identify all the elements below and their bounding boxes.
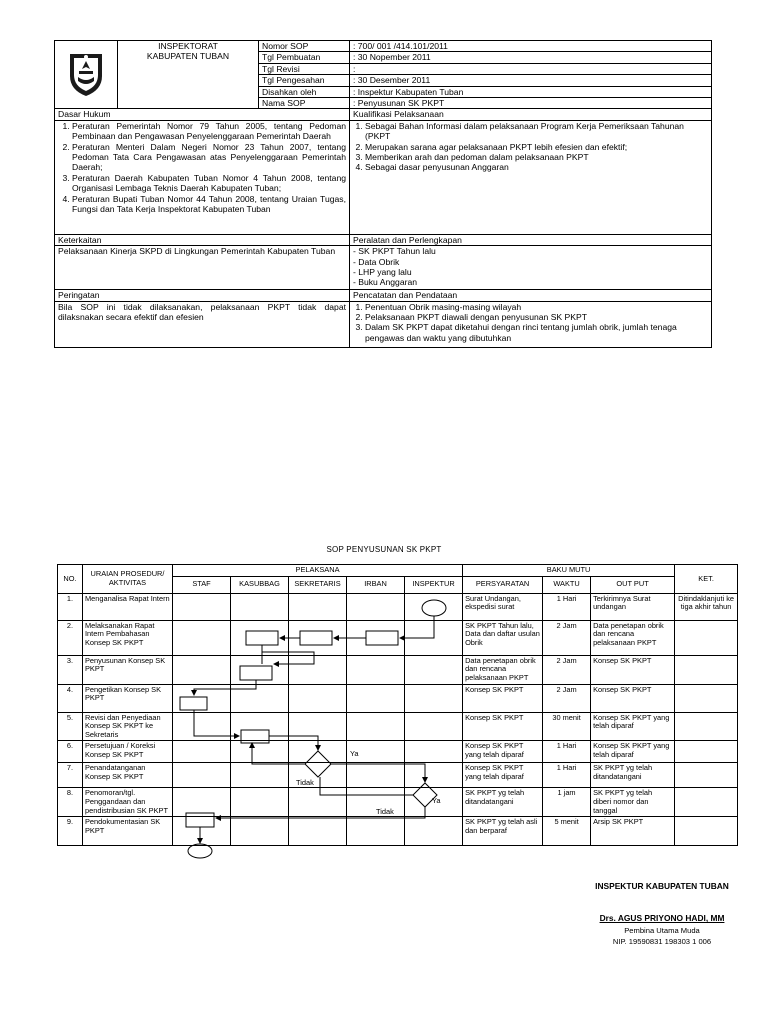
row-output: Konsep SK PKPT — [591, 684, 675, 712]
lane-cell — [405, 593, 463, 620]
lane-cell — [405, 817, 463, 846]
lane-cell — [405, 655, 463, 684]
peringatan-title: Peringatan — [55, 290, 350, 301]
row-uraian: Pendokumentasian SK PKPT — [83, 817, 173, 846]
row-uraian: Persetujuan / Koreksi Konsep SK PKPT — [83, 741, 173, 763]
lane-cell — [289, 620, 347, 655]
lane-cell — [347, 817, 405, 846]
list-item: - LHP yang lalu — [353, 267, 708, 277]
table-row — [58, 817, 738, 846]
lane-cell — [347, 741, 405, 763]
lane-cell — [289, 684, 347, 712]
lane-cell — [405, 763, 463, 788]
lane-cell — [405, 684, 463, 712]
list-item: 1. Penentuan Obrik masing-masing wilayah — [365, 302, 708, 312]
lane-cell — [173, 620, 231, 655]
row-uraian: Menganalisa Rapat Intern — [83, 593, 173, 620]
institution-line-1: INSPEKTORAT — [158, 41, 218, 51]
lane-cell — [289, 788, 347, 817]
row-uraian: Penandatanganan Konsep SK PKPT — [83, 763, 173, 788]
table-row — [58, 655, 738, 684]
row-no: 3. — [58, 655, 83, 684]
lane-cell — [405, 788, 463, 817]
lane-cell — [173, 763, 231, 788]
lane-cell — [231, 788, 289, 817]
lane-cell — [173, 655, 231, 684]
signature-rank: Pembina Utama Muda — [624, 926, 700, 935]
institution-name — [118, 41, 259, 109]
keterkaitan-text: Pelaksanaan Kinerja SKPD di Lingkungan Pemerintah Kabupaten Tuban — [55, 246, 350, 290]
col-persyaratan: PERSYARATAN — [463, 576, 543, 593]
field-label: Disahkan oleh — [259, 86, 350, 97]
logo-cell — [55, 41, 118, 109]
row-output: Konsep SK PKPT yang telah diparaf — [591, 712, 675, 741]
row-ket — [675, 684, 738, 712]
table-row — [58, 741, 738, 763]
list-item: - Data Obrik — [353, 257, 708, 267]
row-ket — [675, 620, 738, 655]
list-item: 4. Sebagai dasar penyusunan Anggaran — [365, 162, 708, 172]
field-value: : 30 Nopember 2011 — [350, 52, 712, 63]
col-pelaksana: PELAKSANA — [173, 565, 463, 577]
dasar-hukum-title: Dasar Hukum — [55, 109, 350, 120]
lane-cell — [173, 817, 231, 846]
row-waktu: 30 menit — [543, 712, 591, 741]
label-tidak: Tidak — [296, 778, 314, 787]
lane-cell — [405, 620, 463, 655]
lane-inspektur: INSPEKTUR — [405, 576, 463, 593]
lane-cell — [173, 593, 231, 620]
list-item: 3. Dalam SK PKPT dapat diketahui dengan rinci tentang jumlah obrik, jumlah tenaga pengawas dan waktu yang dibutuhkan — [365, 322, 708, 343]
row-persyaratan: Surat Undangan, ekspedisi surat — [463, 593, 543, 620]
field-value: : — [350, 63, 712, 74]
sop-identity-table — [54, 40, 712, 348]
kabupaten-tuban-logo — [66, 50, 106, 98]
col-waktu: WAKTU — [543, 576, 591, 593]
list-item: 2. Peraturan Menteri Dalam Negeri Nomor 23 Tahun 2007, tentang Pedoman Tata Cara Pengawasan atas Penyelenggaraan Pemerintah Daerah; — [72, 142, 346, 173]
row-ket: Ditindaklanjuti ke tiga akhir tahun — [675, 593, 738, 620]
row-output: Data penetapan obrik dan rencana pelaksanaan PKPT — [591, 620, 675, 655]
lane-cell — [231, 593, 289, 620]
lane-cell — [405, 741, 463, 763]
lane-cell — [347, 712, 405, 741]
signature-nip: NIP. 19590831 198303 1 006 — [612, 937, 712, 946]
lane-cell — [289, 741, 347, 763]
row-ket — [675, 788, 738, 817]
row-persyaratan: SK PKPT yg telah ditandatangani — [463, 788, 543, 817]
row-persyaratan: Konsep SK PKPT — [463, 684, 543, 712]
kualifikasi-list — [350, 120, 712, 234]
lane-cell — [231, 620, 289, 655]
list-item: 3. Memberikan arah dan pedoman dalam pelaksanaan PKPT — [365, 152, 708, 162]
row-no: 7. — [58, 763, 83, 788]
table-row — [58, 763, 738, 788]
lane-cell — [289, 763, 347, 788]
row-uraian: Revisi dan Penyediaan Konsep SK PKPT ke Sekretaris — [83, 712, 173, 741]
pencatatan-title: Pencatatan dan Pendataan — [350, 290, 712, 301]
dasar-hukum-list — [55, 120, 350, 234]
lane-cell — [173, 712, 231, 741]
list-item: - Buku Anggaran — [353, 277, 708, 287]
lane-cell — [347, 788, 405, 817]
row-waktu: 1 jam — [543, 788, 591, 817]
row-ket — [675, 712, 738, 741]
lane-cell — [405, 712, 463, 741]
field-value: : Inspektur Kabupaten Tuban — [350, 86, 712, 97]
lane-cell — [289, 655, 347, 684]
row-waktu: 2 Jam — [543, 655, 591, 684]
row-persyaratan: SK PKPT Tahun lalu, Data dan daftar usulan Obrik — [463, 620, 543, 655]
lane-cell — [231, 741, 289, 763]
table-row — [58, 712, 738, 741]
row-output: Arsip SK PKPT — [591, 817, 675, 846]
lane-staf: STAF — [173, 576, 231, 593]
label-tidak: Tidak — [376, 807, 394, 816]
flow-title: SOP PENYUSUNAN SK PKPT — [326, 545, 442, 554]
row-persyaratan: Konsep SK PKPT yang telah diparaf — [463, 741, 543, 763]
row-no: 8. — [58, 788, 83, 817]
list-item: 2. Merupakan sarana agar pelaksanaan PKPT lebih efesien dan efektif; — [365, 142, 708, 152]
row-no: 2. — [58, 620, 83, 655]
row-uraian: Penyusunan Konsep SK PKPT — [83, 655, 173, 684]
row-persyaratan: Data penetapan obrik dan rencana pelaksanaan PKPT — [463, 655, 543, 684]
label-ya: Ya — [432, 796, 441, 805]
row-no: 5. — [58, 712, 83, 741]
lane-cell — [347, 684, 405, 712]
lane-cell — [231, 712, 289, 741]
list-item: 1. Sebagai Bahan Informasi dalam pelaksanaan Program Kerja Pemeriksaan Tahunan (PKPT — [365, 121, 708, 142]
field-label: Tgl Pengesahan — [259, 75, 350, 86]
lane-cell — [347, 620, 405, 655]
row-ket — [675, 655, 738, 684]
row-waktu: 1 Hari — [543, 763, 591, 788]
row-waktu: 1 Hari — [543, 741, 591, 763]
lane-cell — [173, 788, 231, 817]
flow-table — [57, 564, 738, 846]
field-label: Tgl Pembuatan — [259, 52, 350, 63]
row-output: Konsep SK PKPT yang telah diparaf — [591, 741, 675, 763]
table-row — [58, 593, 738, 620]
col-baku-mutu: BAKU MUTU — [463, 565, 675, 577]
list-item: - SK PKPT Tahun lalu — [353, 246, 708, 256]
table-row — [58, 788, 738, 817]
col-ket: KET. — [675, 565, 738, 594]
keterkaitan-title: Keterkaitan — [55, 234, 350, 245]
lane-cell — [347, 655, 405, 684]
list-item: 3. Peraturan Daerah Kabupaten Tuban Nomor 4 Tahun 2008, tentang Organisasi Lembaga Teknis Daerah Kabupaten Tuban; — [72, 173, 346, 194]
row-ket — [675, 763, 738, 788]
row-no: 1. — [58, 593, 83, 620]
lane-cell — [347, 763, 405, 788]
row-uraian: Melaksanakan Rapat Intern Pembahasan Konsep SK PKPT — [83, 620, 173, 655]
lane-cell — [289, 817, 347, 846]
col-uraian: URAIAN PROSEDUR/ AKTIVITAS — [83, 565, 173, 594]
field-value: : 30 Desember 2011 — [350, 75, 712, 86]
list-item: 1. Peraturan Pemerintah Nomor 79 Tahun 2005, tentang Pedoman Pembinaan dan Pengawasan Penyelenggaraan Pemerintah Daerah — [72, 121, 346, 142]
lane-cell — [173, 741, 231, 763]
field-value: : 700/ 001 /414.101/2011 — [350, 41, 712, 52]
peringatan-text: Bila SOP ini tidak dilaksanakan, pelaksanaan PKPT tidak dapat dilaksnakan secara efektif dan efesien — [55, 301, 350, 347]
row-ket — [675, 817, 738, 846]
signature-name: Drs. AGUS PRIYONO HADI, MM — [599, 913, 725, 923]
row-no: 6. — [58, 741, 83, 763]
kualifikasi-title: Kualifikasi Pelaksanaan — [350, 109, 712, 120]
lane-kasubbag: KASUBBAG — [231, 576, 289, 593]
row-persyaratan: Konsep SK PKPT yang telah diparaf — [463, 763, 543, 788]
field-value: : Penyusunan SK PKPT — [350, 98, 712, 109]
row-no: 9. — [58, 817, 83, 846]
row-output: SK PKPT yg telah diberi nomor dan tanggal — [591, 788, 675, 817]
lane-cell — [231, 817, 289, 846]
row-persyaratan: Konsep SK PKPT — [463, 712, 543, 741]
field-label: Nama SOP — [259, 98, 350, 109]
lane-sekretaris: SEKRETARIS — [289, 576, 347, 593]
pencatatan-list — [350, 301, 712, 347]
row-ket — [675, 741, 738, 763]
row-persyaratan: SK PKPT yg telah asli dan berparaf — [463, 817, 543, 846]
row-waktu: 1 Hari — [543, 593, 591, 620]
institution-line-2: KABUPATEN TUBAN — [146, 51, 230, 62]
signature-office: INSPEKTUR KABUPATEN TUBAN — [595, 881, 729, 891]
lane-cell — [347, 593, 405, 620]
peralatan-list — [350, 246, 712, 290]
row-waktu: 5 menit — [543, 817, 591, 846]
table-row — [58, 620, 738, 655]
field-label: Tgl Revisi — [259, 63, 350, 74]
list-item: 4. Peraturan Bupati Tuban Nomor 44 Tahun 2008, tentang Uraian Tugas, Fungsi dan Tata Kerja Inspektorat Kabupaten Tuban — [72, 194, 346, 215]
row-uraian: Pengetikan Konsep SK PKPT — [83, 684, 173, 712]
label-ya: Ya — [350, 749, 359, 758]
lane-cell — [289, 593, 347, 620]
row-output: SK PKPT yg telah ditandatangani — [591, 763, 675, 788]
list-item: 2. Pelaksanaan PKPT diawali dengan penyusunan SK PKPT — [365, 312, 708, 322]
row-output: Konsep SK PKPT — [591, 655, 675, 684]
row-output: Terkirimnya Surat undangan — [591, 593, 675, 620]
lane-cell — [289, 712, 347, 741]
field-label: Nomor SOP — [259, 41, 350, 52]
col-output: OUT PUT — [591, 576, 675, 593]
lane-cell — [231, 684, 289, 712]
lane-cell — [173, 684, 231, 712]
peralatan-title: Peralatan dan Perlengkapan — [350, 234, 712, 245]
table-row — [58, 684, 738, 712]
lane-cell — [231, 763, 289, 788]
row-uraian: Penomoran/tgl. Penggandaan dan pendistribusian SK PKPT — [83, 788, 173, 817]
row-waktu: 2 Jam — [543, 684, 591, 712]
lane-irban: IRBAN — [347, 576, 405, 593]
lane-cell — [231, 655, 289, 684]
row-waktu: 2 Jam — [543, 620, 591, 655]
row-no: 4. — [58, 684, 83, 712]
col-no: NO. — [58, 565, 83, 594]
